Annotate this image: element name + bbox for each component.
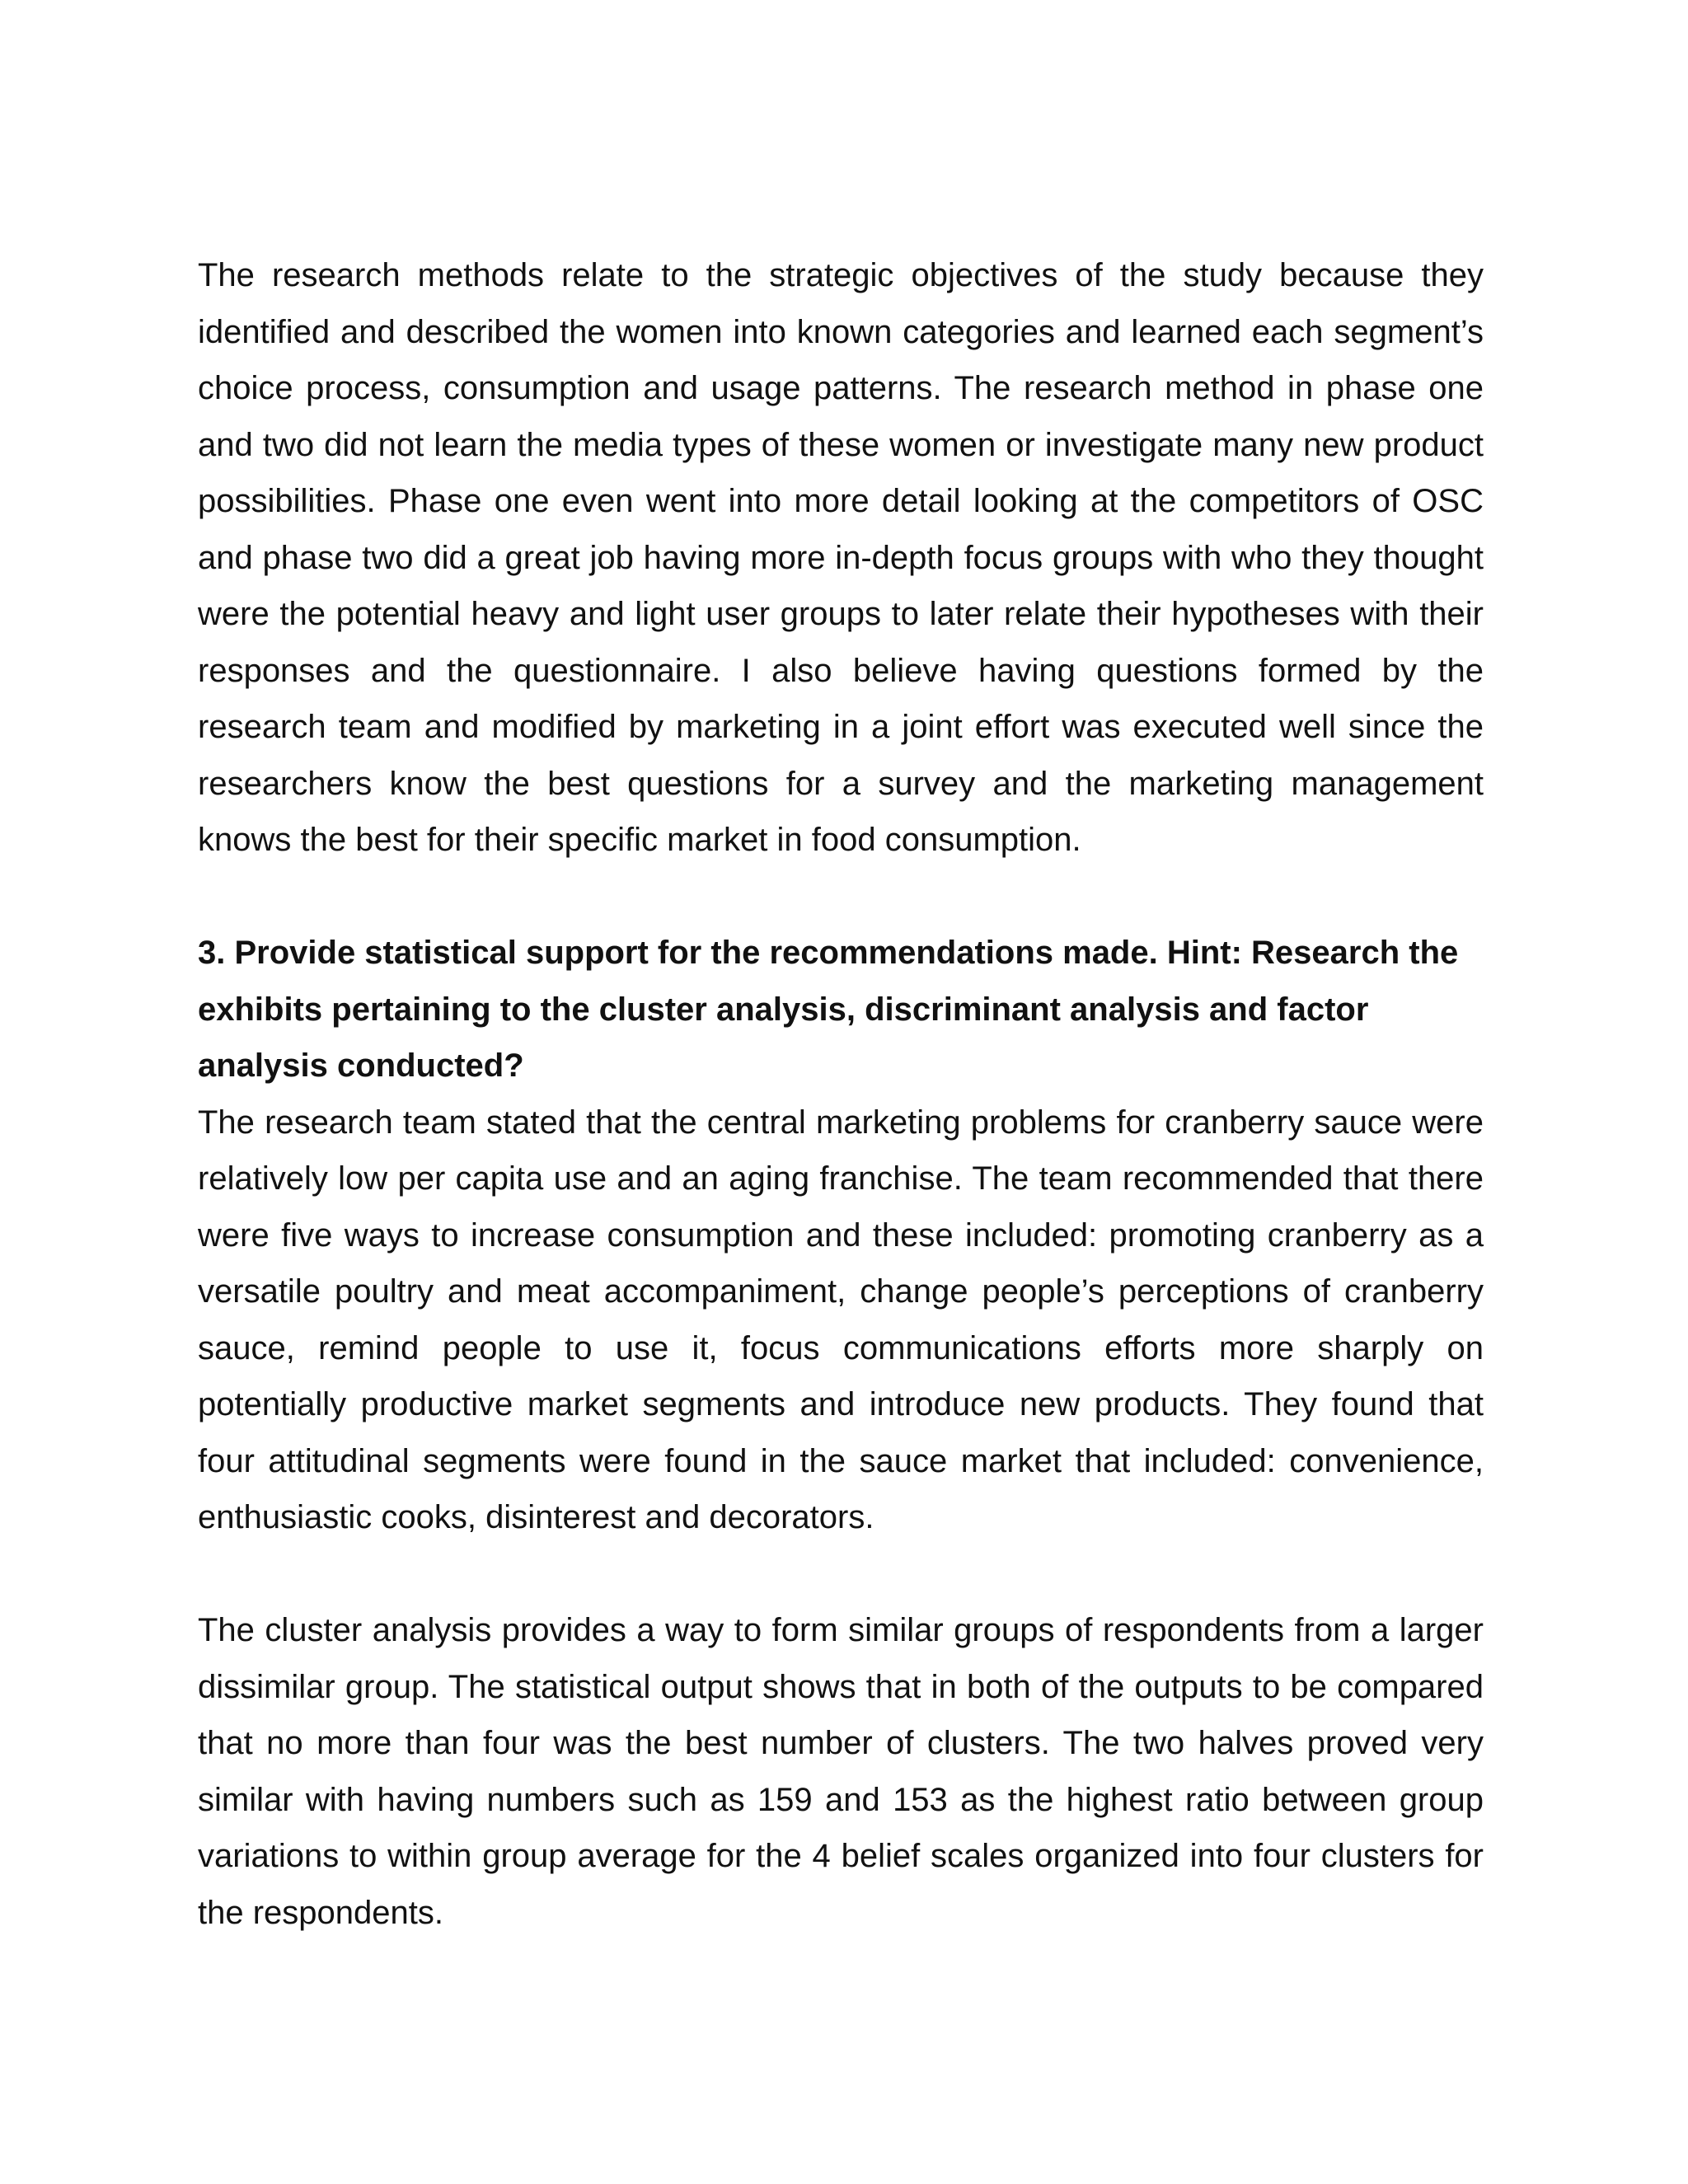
paragraph-spacer [198, 869, 1484, 926]
paragraph-spacer [198, 1546, 1484, 1603]
question-3-heading: 3. Provide statistical support for the recommendations made. Hint: Research the exhibits pertaining to the cluster analysis, discriminant analysis and factor analysis conducted? [198, 935, 1459, 1084]
paragraph-cluster-analysis: The cluster analysis provides a way to form similar groups of respondents from a larger dissimilar group. The statistical output shows that in both of the outputs to be compared that no more than four was the best number of clusters. The two halves proved very similar with having numbers such as 159 and 153 as the highest ratio between group variations to within group average for the 4 belief scales organized into four clusters for the respondents. [198, 1612, 1484, 1931]
paragraph-recommendations: The research team stated that the central marketing problems for cranberry sauce were relatively low per capita use and an aging franchise. The team recommended that there were five ways to increase consumption and these included: promoting cranberry as a versatile poultry and meat accompaniment, change people’s perceptions of cranberry sauce, remind people to use it, focus communications efforts more sharply on potentially productive market segments and introduce new products. They found that four attitudinal segments were found in the sauce market that included: convenience, enthusiastic cooks, disinterest and decorators. [198, 1104, 1484, 1535]
paragraph-research-methods: The research methods relate to the strategic objectives of the study because they identified and described the women into known categories and learned each segment’s choice process, consumption and usage patterns. The research method in phase one and two did not learn the media types of these women or investigate many new product possibilities. Phase one even went into more detail looking at the competitors of OSC and phase two did a great job having more in-depth focus groups with who they thought were the potential heavy and light user groups to later relate their hypotheses with their responses and the questionnaire. I also believe having questions formed by the research team and modified by marketing in a joint effort was executed well since the researchers know the best questions for a survey and the marketing management knows the best for their specific market in food consumption. [198, 257, 1484, 858]
document-body [198, 247, 1484, 1941]
